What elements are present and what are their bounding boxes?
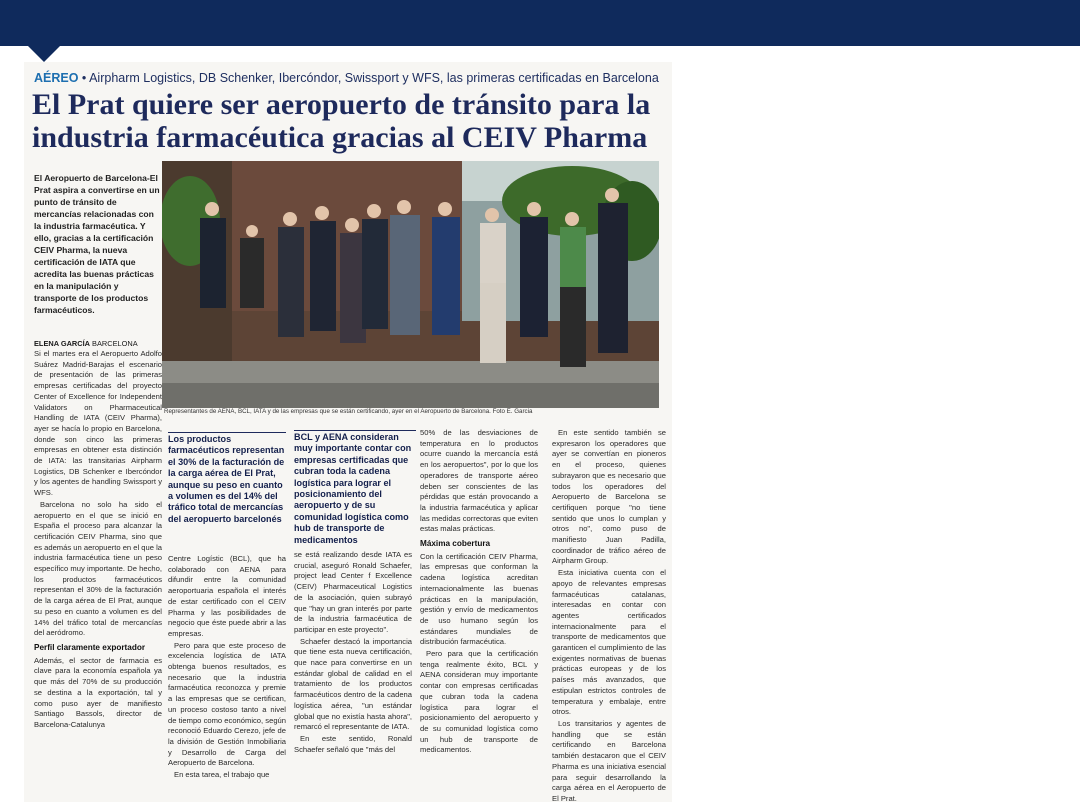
group-photo <box>162 161 659 408</box>
paragraph: En esta tarea, el trabajo que <box>174 770 270 780</box>
column-1 <box>34 349 162 732</box>
banner-notch <box>28 46 60 62</box>
headline-line-2: industria farmacéutica gracias al CEIV Pharma <box>32 121 648 154</box>
subhead-exporter: Perfil claramente exportador <box>34 642 146 652</box>
photo-caption: Representantes de AENA, BCL, IATA y de las empresas que se están certificando, ayer en el Aeropuerto de Barcelona. Foto E. Garcia <box>164 408 533 415</box>
kicker-text: Airpharm Logistics, DB Schenker, Ibercóndor, Swissport y WFS, las primeras certificadas en Barcelona <box>89 71 659 85</box>
group-photo-illustration <box>162 161 659 408</box>
paragraph: Pero para que este proceso de excelencia logística de IATA obtenga buenos resultados, es necesario que la industria farmacéutica reconozca y premie a las empresas que se certifican, un proceso costoso tanto a nivel de tiempo como económico, según reconoció Eduardo Cerezo, jefe de la división de Gestión Inmobiliaria y Desarrollo de Carga del Aeropuerto de Barcelona. <box>168 640 286 768</box>
lead-paragraph: El Aeropuerto de Barcelona-El Prat aspira a convertirse en un punto de tránsito de mercancías relacionadas con la industria farmacéutica. Y ello, gracias a la certificación CEIV Pharma, la nueva certificación de IATA que acredita las buenas prácticas en la manipulación y transporte de los productos farmacéuticos. <box>34 173 160 315</box>
subhead-coverage: Máxima cobertura <box>420 539 491 549</box>
top-banner <box>0 0 1080 46</box>
headline-line-1: El Prat quiere ser aeropuerto de tránsito para la <box>32 88 651 121</box>
paragraph: En este sentido también se expresaron los operadores que ayer se convertían en pioneros en el proceso, quienes subrayaron que es necesario que todos los operadores del Aeropuerto de Barcelona se certifiquen porque "no tiene sentido que unos lo cumplan y otros no", como puso de manifiesto Juan Padilla, coordinador de tráfico aéreo de Airpharm Group. <box>552 428 666 566</box>
paragraph: Schaefer destacó la importancia que tiene esta nueva certificación, que nace para convertirse en un estándar global de calidad en el tratamiento de los productos farmacéuticos dentro de la cadena logística aérea, "un estándar global que no existía hasta ahora", remarcó el representante de IATA. <box>294 636 412 732</box>
paragraph: Los transitarios y agentes de handling que se están certificando en Barcelona también destacaron que el CEIV Pharma es una iniciativa esencial para seguir desarrollando la carga aérea en el Aeropuerto de El Prat. <box>552 718 666 802</box>
byline-author: ELENA GARCÍA <box>34 339 90 348</box>
pullquote-rule <box>168 432 286 433</box>
press-clipping <box>24 62 672 802</box>
column-4 <box>420 428 538 757</box>
paragraph: Además, el sector de farmacia es clave para la economía española ya que más del 70% de su producción se destina a la exportación, tal y como puso ayer de manifiesto Santiago Bassols, director de Barcelona-Catalunya <box>34 655 162 729</box>
paragraph: se está realizando desde IATA es crucial, aseguró Ronald Schaefer, project lead Center f Excellence (CEIV) Pharmaceutical Logistics de la asociación, quien subrayó que "hay un gran interés por parte de la industria farmacéutica de participar en este proyecto". <box>294 550 412 634</box>
column-5 <box>552 428 666 802</box>
column-2 <box>168 554 286 782</box>
paragraph: 50% de las desviaciones de temperatura en lo productos ocurre cuando la mercancía está en los aeropuertos", por lo que los operadores de transporte aéreo deben ser conscientes de las pérdidas que están provocando a la industria farmacéutica y aplicar las medidas correctoras que eviten estas malas prácticas. <box>420 428 538 534</box>
pullquote-rule <box>294 430 416 431</box>
section-label: AÉREO <box>34 71 79 85</box>
column-3 <box>294 550 412 756</box>
paragraph: Barcelona no solo ha sido el aeropuerto en el que se inició en España el proceso para alcanzar la certificación CEIV Pharma, sino que es además un aeropuerto en el que la industria farmacéutica tiene un peso específico muy importante. De hecho, los productos farmacéuticos representan el 30% de la facturación de la carga aérea de El Prat, aunque su peso en cuanto a volumen es del 14% del tráfico total de mercancías del aeródromo. <box>34 499 162 638</box>
kicker <box>34 71 659 85</box>
pullquote-2: BCL y AENA consideran muy importante contar con empresas certificadas que cubran toda la cadena logística para lograr el posicionamiento del aeropuerto y de su comunidad logística como hub de transporte de medicamentos <box>294 432 412 545</box>
paragraph: Esta iniciativa cuenta con el apoyo de relevantes empresas farmacéuticas catalanas, interesadas en contar con agentes certificados internacionalmente para el transporte de medicamentos que garanticen el cumplimiento de las exigentes normativas de buenas prácticas europeas y de los países más avanzados, que estipulan estrictos controles de temperatura y embalaje, entre otros. <box>552 568 666 717</box>
paragraph: Centre Logístic (BCL), que ha colaborado con AENA para difundir entre la comunidad aeroportuaria española el interés de estar certificado con el CEIV Pharma y las posibilidades de negocio que éste puede abrir a las empresas. <box>168 554 286 638</box>
paragraph: Pero para que la certificación tenga realmente éxito, BCL y AENA consideran muy importante contar con empresas certificadas que cubran toda la cadena logística para lograr el posicionamiento del aeropuerto y de su comunidad logística como un hub de transporte de medicamentos. <box>420 649 538 755</box>
paragraph: En este sentido, Ronald Schaefer señaló que "más del <box>294 733 412 754</box>
paragraph: Si el martes era el Aeropuerto Adolfo Suárez Madrid-Barajas el escenario de presentación de las primeras empresas certificadas del proyecto Center of Excellence for Independent Validators on Pharmaceutical Handling de IATA (CEIV Pharma), ayer se hacía lo propio en Barcelona, donde son cinco las primeras empresas en obtener esta distinción de IATA: las transitarias Airpharm Logistics, DB Schenker e Ibercóndor y los agentes de handling Swissport y WFS. <box>34 349 162 498</box>
headline <box>32 88 668 154</box>
kicker-separator: • <box>78 71 90 85</box>
paragraph: Con la certificación CEIV Pharma, las empresas que conforman la cadena logística acreditan internacionalmente las buenas prácticas en la manipulación, gestión y envío de medicamentos de uso humano según los estándares mundiales de distribución farmacéutica. <box>420 551 538 647</box>
byline-city: BARCELONA <box>92 339 138 348</box>
byline <box>34 339 162 349</box>
pullquote-1: Los productos farmacéuticos representan el 30% de la facturación de la carga aérea de El Prat, aunque su peso en cuanto a volumen es del 14% del tráfico total de mercancías del aeropuerto barcelonés <box>168 434 285 524</box>
